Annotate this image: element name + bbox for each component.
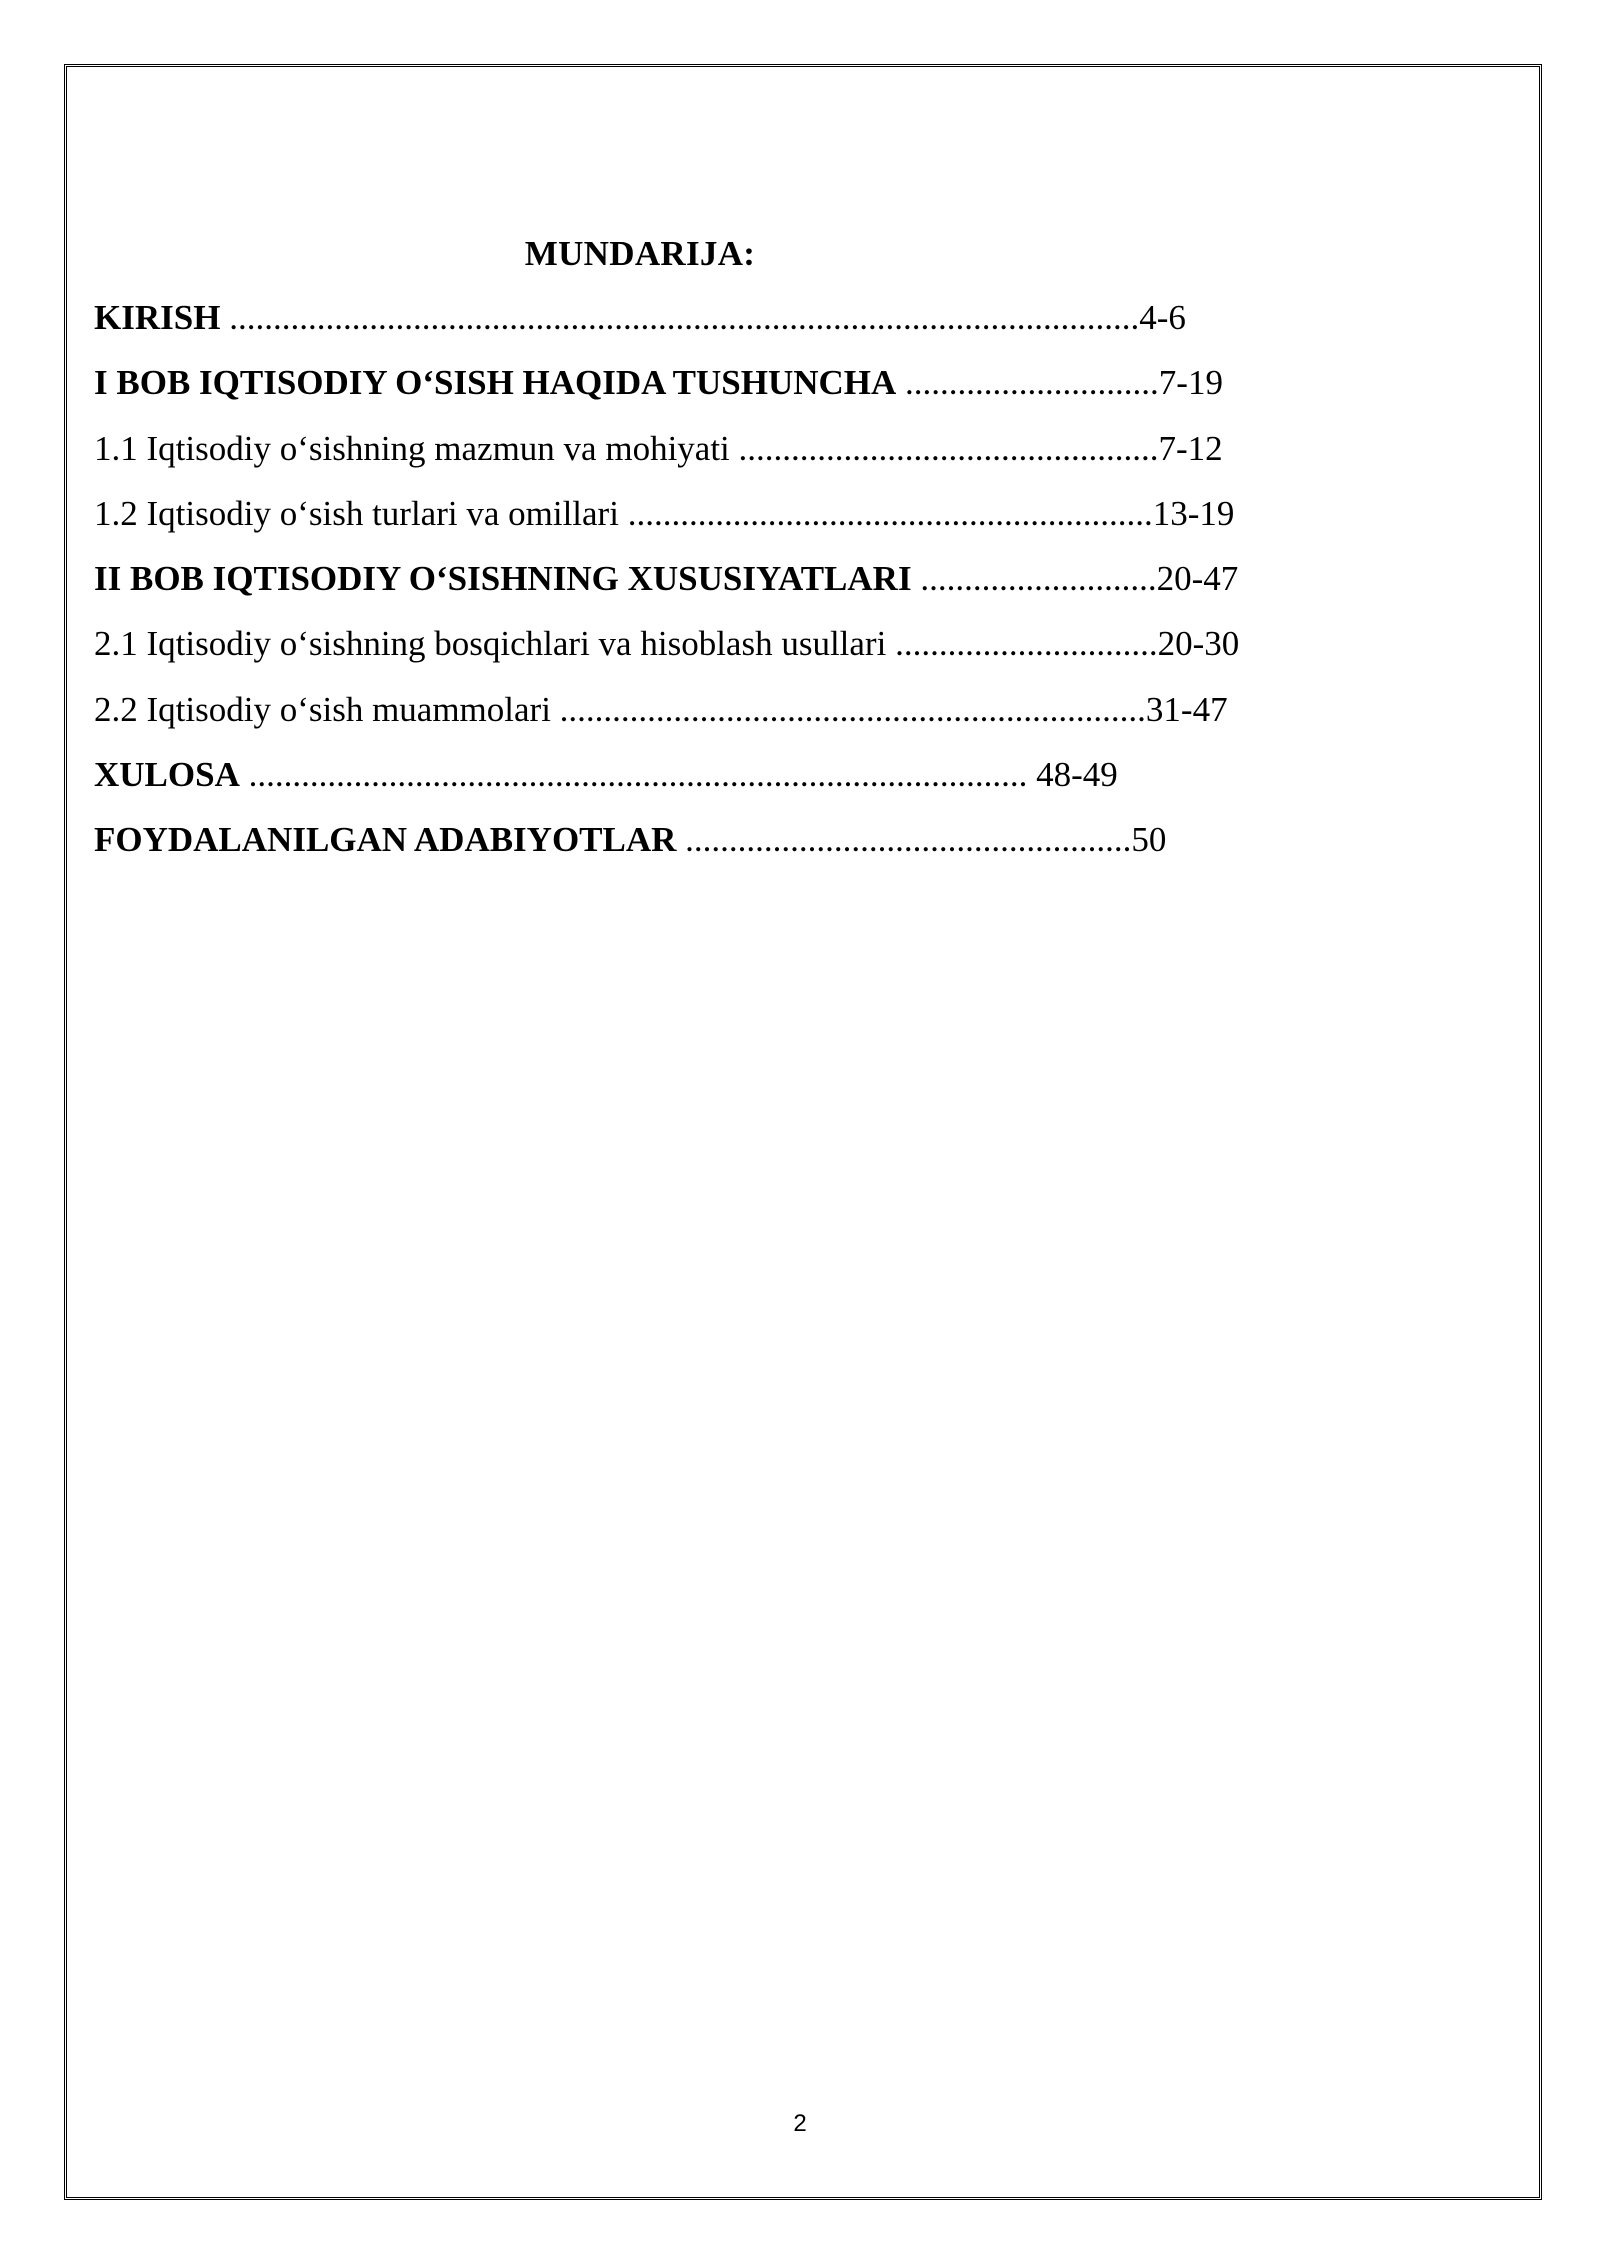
toc-entry-label: KIRISH xyxy=(94,298,221,337)
toc-entry-pages: 20-30 xyxy=(1157,624,1240,664)
toc-entry-leader: ........................... xyxy=(911,559,1157,599)
toc-entry-leader: ............................................................ xyxy=(618,493,1153,533)
toc-entry-section-1-2 xyxy=(94,492,1239,557)
toc-entry-references xyxy=(94,818,1239,883)
toc-entry-label: XULOSA xyxy=(94,755,240,795)
toc-entry-leader: ........................................................................................................ xyxy=(220,298,1140,337)
toc-entry-leader: ................................................ xyxy=(729,428,1159,468)
toc-entry-leader: ................................................... xyxy=(676,820,1132,860)
toc-entry-section-2-1 xyxy=(94,622,1239,687)
toc-entry-pages: 20-47 xyxy=(1156,559,1239,599)
toc-entry-section-2-2 xyxy=(94,688,1239,753)
toc-entry-leader: .............................. xyxy=(886,624,1158,664)
toc-entry-label: FOYDALANILGAN ADABIYOTLAR xyxy=(94,820,677,860)
toc-entry-chapter-2 xyxy=(94,557,1239,622)
toc-entry-pages: 4-6 xyxy=(1139,298,1186,337)
toc-entry-label: 2.2 Iqtisodiy o‘sish muammolari xyxy=(94,689,551,729)
toc-entry-pages: 7-12 xyxy=(1158,428,1223,468)
toc-entry-pages: 7-19 xyxy=(1158,363,1223,403)
toc-entry-label: 1.2 Iqtisodiy o‘sish turlari va omillari xyxy=(94,493,619,533)
toc-entry-label: I BOB IQTISODIY O‘SISH HAQIDA TUSHUNCHA xyxy=(94,363,897,403)
toc-entry-leader: ............................. xyxy=(896,363,1159,403)
toc-entry-section-1-1 xyxy=(94,427,1239,492)
toc-title: MUNDARIJA: xyxy=(524,234,756,273)
toc-entry-pages: 13-19 xyxy=(1152,493,1235,533)
toc-entry-label: 1.1 Iqtisodiy o‘sishning mazmun va mohiyati xyxy=(94,428,730,468)
toc-entry-leader: ......................................................................................... xyxy=(239,755,1037,795)
toc-entry-label: 2.1 Iqtisodiy o‘sishning bosqichlari va hisoblash usullari xyxy=(94,624,887,664)
toc-entry-pages: 31-47 xyxy=(1145,689,1228,729)
toc-entry-pages: 48-49 xyxy=(1036,755,1118,795)
toc-entry-xulosa xyxy=(94,753,1239,818)
toc-entry-kirish xyxy=(94,296,1239,361)
page-number: 2 xyxy=(793,2110,807,2137)
toc-entry-label: II BOB IQTISODIY O‘SISHNING XUSUSIYATLARI xyxy=(94,559,912,599)
toc-entry-pages: 50 xyxy=(1131,820,1167,860)
toc-entry-chapter-1 xyxy=(94,361,1239,426)
table-of-contents xyxy=(94,296,1239,884)
toc-entry-leader: ................................................................... xyxy=(550,689,1146,729)
